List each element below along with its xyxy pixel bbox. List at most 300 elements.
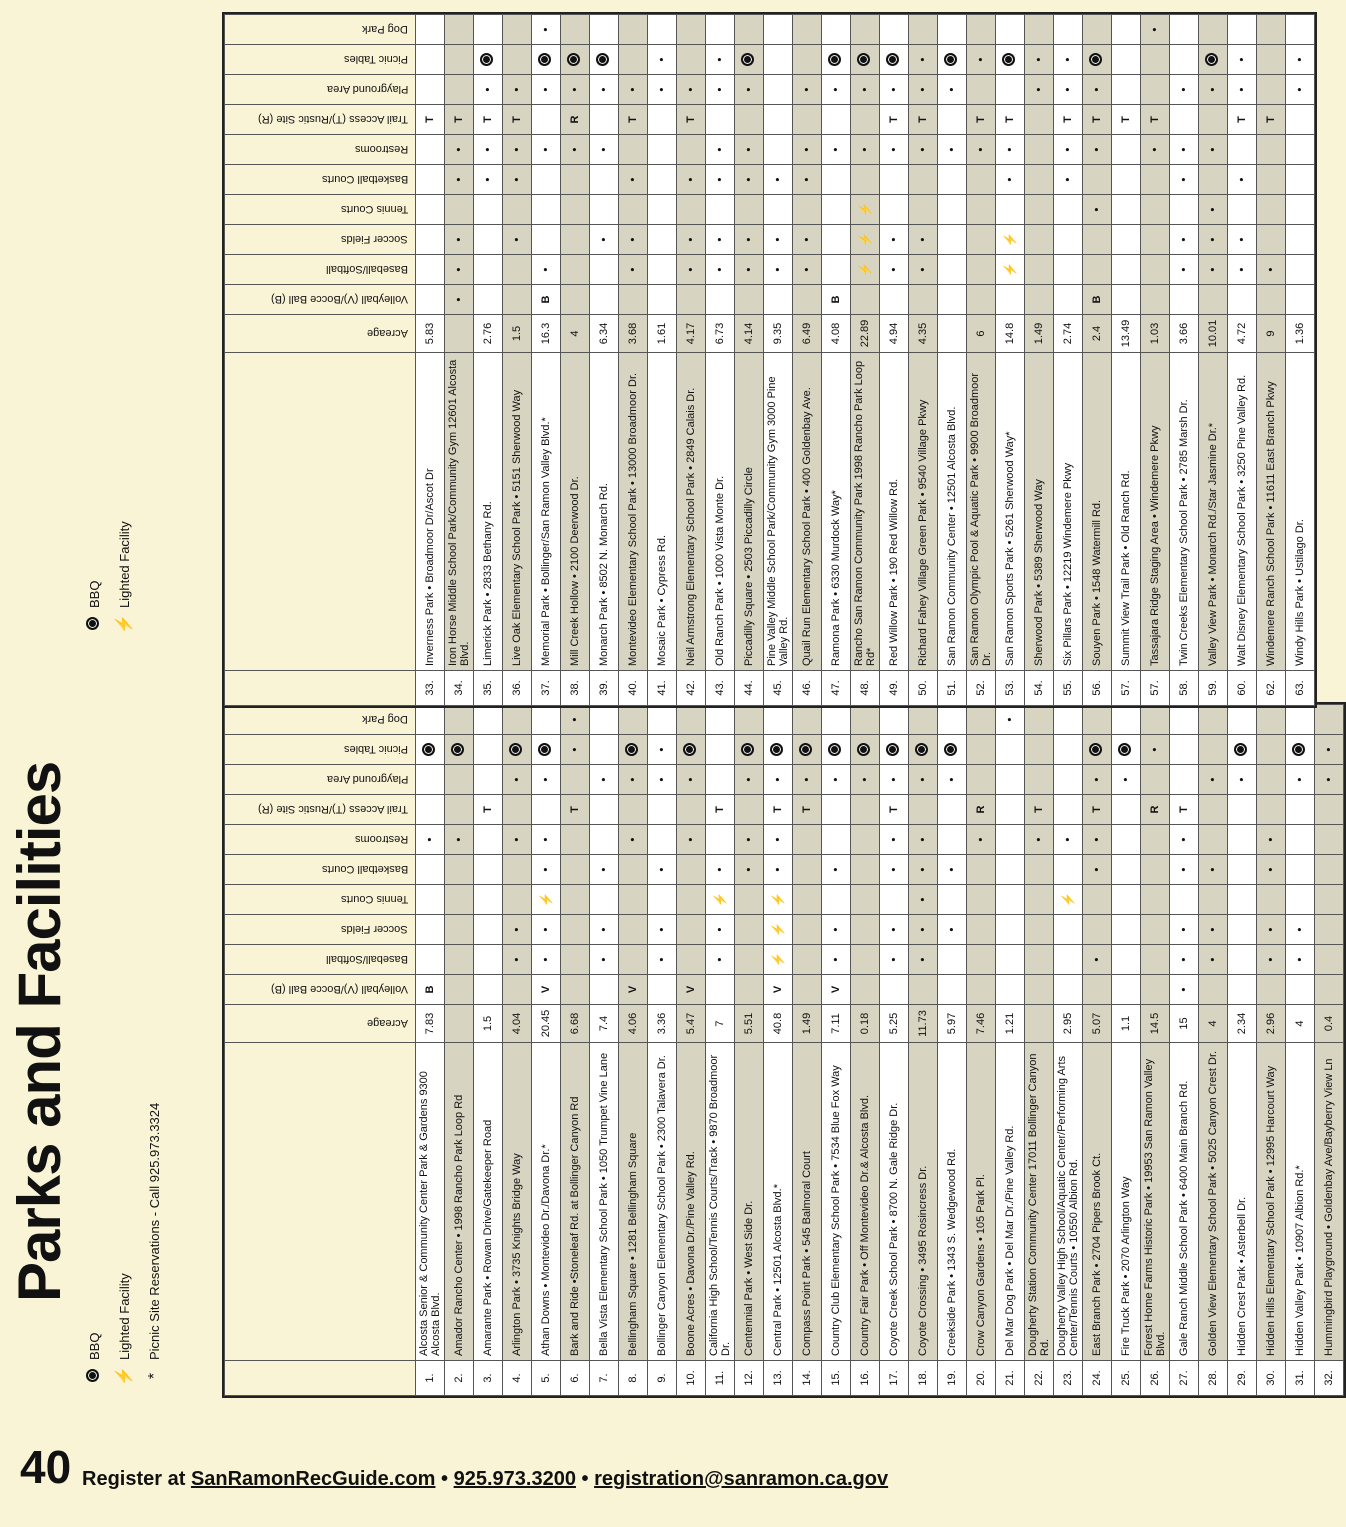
facility-cell (996, 885, 1025, 915)
table-row (590, 15, 619, 706)
footer-site-link[interactable]: SanRamonRecGuide.com (190, 1468, 436, 1490)
facility-cell: T (416, 105, 445, 135)
facility-cell (416, 45, 445, 75)
facility-cell (996, 915, 1025, 945)
facility-cell: • (1228, 765, 1257, 795)
facility-cell (996, 735, 1025, 765)
facility-cell (735, 15, 764, 45)
acreage-cell: 3.36 (648, 1005, 677, 1043)
facility-cell (909, 195, 938, 225)
facility-cell (1228, 195, 1257, 225)
facility-cell: • (1257, 915, 1286, 945)
facility-cell: • (532, 15, 561, 45)
facility-cell (416, 885, 445, 915)
facility-cell (416, 135, 445, 165)
acreage-cell: 6.73 (706, 315, 735, 353)
facility-cell (938, 255, 967, 285)
row-number: 62. (1257, 671, 1286, 706)
acreage-cell: 5.25 (880, 1005, 909, 1043)
facility-cell (1257, 75, 1286, 105)
column-header-label: Volleyball (V)/Bocce Ball (B) (271, 293, 408, 306)
facility-cell (445, 45, 474, 75)
park-name: Ramona Park • 6330 Murdock Way* (822, 353, 851, 671)
facility-cell: • (1286, 45, 1315, 75)
facility-cell (822, 225, 851, 255)
acreage-cell: 13.49 (1112, 315, 1141, 353)
facility-cell: • (648, 915, 677, 945)
park-name: Neil Armstrong Elementary School Park • 2849 Calais Dr. (677, 353, 706, 671)
facility-cell (503, 285, 532, 315)
row-number: 42. (677, 671, 706, 706)
facility-cell (503, 855, 532, 885)
facility-cell (1112, 705, 1141, 735)
facility-cell (532, 705, 561, 735)
facility-cell (967, 945, 996, 975)
facility-cell: R (967, 795, 996, 825)
row-number: 43. (706, 671, 735, 706)
acreage-cell: 9 (1257, 315, 1286, 353)
facility-cell (1257, 735, 1286, 765)
facility-cell (1199, 705, 1228, 735)
facility-cell (1112, 915, 1141, 945)
facility-cell: • (503, 825, 532, 855)
facility-cell: • (967, 825, 996, 855)
facility-cell (1286, 15, 1315, 45)
facility-cell (445, 975, 474, 1005)
row-number: 25. (1112, 1361, 1141, 1396)
facility-cell (793, 285, 822, 315)
facility-cell (677, 195, 706, 225)
facility-cell: • (1199, 255, 1228, 285)
facility-cell: • (1228, 225, 1257, 255)
facility-cell: R (1141, 795, 1170, 825)
table-row (445, 705, 474, 1396)
facility-cell: B (532, 285, 561, 315)
bbq-icon (1292, 743, 1305, 756)
facility-cell (793, 15, 822, 45)
facility-cell (706, 15, 735, 45)
facility-cell (648, 795, 677, 825)
park-name: Hidden Crest Park • Asterbell Dr. (1228, 1043, 1257, 1361)
facility-cell (503, 15, 532, 45)
facility-cell (416, 735, 445, 765)
acreage-cell: 10.01 (1199, 315, 1228, 353)
facility-cell (1054, 195, 1083, 225)
facility-cell (1025, 105, 1054, 135)
park-name: Arlington Park • 3735 Knights Bridge Way (503, 1043, 532, 1361)
column-header (225, 1005, 416, 1043)
facility-cell (561, 15, 590, 45)
facility-cell (851, 855, 880, 885)
acreage-cell: 20.45 (532, 1005, 561, 1043)
park-name: Six Pillars Park • 12219 Windemere Pkwy (1054, 353, 1083, 671)
facility-cell (1286, 885, 1315, 915)
facility-cell: V (619, 975, 648, 1005)
facility-cell (938, 285, 967, 315)
facility-cell (764, 705, 793, 735)
facility-cell (1170, 735, 1199, 765)
facility-cell (561, 885, 590, 915)
column-header (225, 855, 416, 885)
park-name: Del Mar Dog Park • Del Mar Dr./Pine Valley Rd. (996, 1043, 1025, 1361)
facility-cell: • (938, 915, 967, 945)
facility-cell (474, 15, 503, 45)
facility-cell (909, 165, 938, 195)
facility-cell: • (1315, 765, 1344, 795)
facility-cell (1199, 165, 1228, 195)
facility-cell (706, 285, 735, 315)
acreage-cell: 7.11 (822, 1005, 851, 1043)
facility-cell (1286, 705, 1315, 735)
table-row (909, 15, 938, 706)
table-row (532, 15, 561, 706)
row-number: 1. (416, 1361, 445, 1396)
lightning-icon: ⚡ (771, 952, 785, 967)
row-number: 18. (909, 1361, 938, 1396)
acreage-cell: 4.72 (1228, 315, 1257, 353)
facility-cell: • (1199, 915, 1228, 945)
facility-cell (619, 135, 648, 165)
facility-cell (1257, 975, 1286, 1005)
facility-cell (1141, 915, 1170, 945)
facility-cell: • (909, 855, 938, 885)
facility-cell: • (764, 825, 793, 855)
bbq-icon (480, 53, 493, 66)
facility-cell: • (648, 45, 677, 75)
acreage-cell: 1.1 (1112, 1005, 1141, 1043)
facility-cell (1286, 285, 1315, 315)
facility-cell: • (532, 765, 561, 795)
facility-cell (1315, 795, 1344, 825)
facility-cell: B (416, 975, 445, 1005)
facility-cell (561, 915, 590, 945)
facility-cell: • (561, 75, 590, 105)
facility-cell: • (1199, 195, 1228, 225)
facility-cell (1257, 705, 1286, 735)
table-row (1257, 705, 1286, 1396)
facility-cell: T (1257, 105, 1286, 135)
park-name: Summit View Trail Park • Old Ranch Rd. (1112, 353, 1141, 671)
facility-cell (677, 885, 706, 915)
facility-cell (967, 75, 996, 105)
facility-cell (648, 975, 677, 1005)
bbq-icon (886, 53, 899, 66)
facility-cell: • (590, 75, 619, 105)
table-row (1286, 705, 1315, 1396)
facility-cell: T (1083, 795, 1112, 825)
column-header (225, 45, 416, 75)
acreage-cell: 3.66 (1170, 315, 1199, 353)
facility-cell (938, 105, 967, 135)
facility-cell (590, 255, 619, 285)
table-row (445, 15, 474, 706)
park-name: Old Ranch Park • 1000 Vista Monte Dr. (706, 353, 735, 671)
row-number: 41. (648, 671, 677, 706)
facility-cell: • (503, 225, 532, 255)
column-header (225, 735, 416, 765)
facility-cell (1257, 225, 1286, 255)
table-row (648, 15, 677, 706)
footer-phone[interactable]: 925.973.3200 (453, 1468, 576, 1490)
facility-cell (1112, 255, 1141, 285)
legend-label: Lighted Facility (117, 1273, 132, 1360)
facility-cell (1199, 825, 1228, 855)
table-row (1025, 15, 1054, 706)
row-number: 39. (590, 671, 619, 706)
facility-cell: • (648, 735, 677, 765)
facility-cell (851, 795, 880, 825)
bbq-icon (596, 53, 609, 66)
facility-cell: • (677, 225, 706, 255)
park-name: Piccadilly Square • 2503 Piccadilly Circle (735, 353, 764, 671)
facility-cell (1025, 765, 1054, 795)
row-number: 40. (619, 671, 648, 706)
facility-cell (1228, 855, 1257, 885)
facility-cell (416, 795, 445, 825)
facility-cell (851, 885, 880, 915)
facility-cell (764, 75, 793, 105)
facility-cell (793, 195, 822, 225)
facility-cell: T (619, 105, 648, 135)
facility-cell (416, 75, 445, 105)
facility-cell (590, 885, 619, 915)
facility-cell: • (1199, 225, 1228, 255)
facility-cell (1025, 195, 1054, 225)
facility-cell (1286, 735, 1315, 765)
acreage-cell: 4.08 (822, 315, 851, 353)
facility-cell: • (822, 915, 851, 945)
facility-cell: • (909, 915, 938, 945)
park-name: Montevideo Elementary School Park • 13000 Broadmoor Dr. (619, 353, 648, 671)
acreage-cell: 22.89 (851, 315, 880, 353)
footer-register-text: Register at (82, 1468, 186, 1490)
facility-cell (1286, 135, 1315, 165)
facility-cell (706, 105, 735, 135)
facility-cell (1054, 705, 1083, 735)
facility-cell: • (503, 915, 532, 945)
facility-cell (445, 795, 474, 825)
facility-cell (1141, 825, 1170, 855)
facility-cell: T (1025, 795, 1054, 825)
facility-cell (996, 825, 1025, 855)
facility-cell (474, 945, 503, 975)
header-blank (225, 1361, 416, 1396)
facility-cell (822, 105, 851, 135)
facility-cell (1112, 285, 1141, 315)
row-number: 7. (590, 1361, 619, 1396)
bbq-icon (886, 743, 899, 756)
acreage-cell: 6.34 (590, 315, 619, 353)
park-name: Athan Downs • Montevideo Dr./Davona Dr.* (532, 1043, 561, 1361)
facility-cell: • (822, 75, 851, 105)
facility-cell (503, 735, 532, 765)
facility-cell: • (1083, 75, 1112, 105)
facility-cell (503, 45, 532, 75)
facility-cell (851, 165, 880, 195)
facility-cell (851, 225, 880, 255)
facility-cell (735, 105, 764, 135)
facility-cell (474, 885, 503, 915)
facility-cell: • (1228, 45, 1257, 75)
park-name: Bark and Ride •Stoneleaf Rd. at Bollinger Canyon Rd (561, 1043, 590, 1361)
acreage-cell: 4.17 (677, 315, 706, 353)
table-row (1170, 15, 1199, 706)
facility-cell (1228, 885, 1257, 915)
park-name: Rancho San Ramon Community Park 1998 Rancho Park Loop Rd* (851, 353, 880, 671)
bbq-icon (799, 743, 812, 756)
table-row (1199, 15, 1228, 706)
facility-cell (735, 975, 764, 1005)
facility-cell: • (1083, 195, 1112, 225)
table-row (590, 705, 619, 1396)
facility-cell: • (1025, 45, 1054, 75)
facility-cell (706, 975, 735, 1005)
facility-cell (1199, 735, 1228, 765)
facility-cell (1228, 285, 1257, 315)
facility-cell (967, 165, 996, 195)
facility-cell: • (474, 135, 503, 165)
table-row (1199, 705, 1228, 1396)
facility-cell: T (1083, 105, 1112, 135)
facility-cell: • (590, 915, 619, 945)
facility-cell: • (1054, 75, 1083, 105)
facility-cell: • (619, 825, 648, 855)
lightning-icon: ⚡ (1003, 232, 1017, 247)
table-row (648, 705, 677, 1396)
facility-cell (1228, 825, 1257, 855)
facility-cell (1315, 915, 1344, 945)
facility-cell (648, 135, 677, 165)
facility-cell (880, 885, 909, 915)
bbq-icon (422, 743, 435, 756)
facility-cell: • (735, 765, 764, 795)
column-header-label: Trail Access (T)/Rustic Site (R) (258, 113, 408, 126)
row-number: 27. (1170, 1361, 1199, 1396)
facility-cell: • (938, 765, 967, 795)
facility-cell (938, 885, 967, 915)
row-number: 31. (1286, 1361, 1315, 1396)
facility-cell (735, 45, 764, 75)
facility-cell: • (1083, 765, 1112, 795)
header-blank (225, 353, 416, 671)
table-row (851, 15, 880, 706)
facility-cell (1141, 975, 1170, 1005)
park-name: Forest Home Farms Historic Park • 19953 San Ramon Valley Blvd. (1141, 1043, 1170, 1361)
facility-cell (1054, 885, 1083, 915)
facility-cell (648, 165, 677, 195)
bbq-icon (683, 743, 696, 756)
bbq-icon (80, 1360, 110, 1392)
table-row (1025, 705, 1054, 1396)
row-number: 20. (967, 1361, 996, 1396)
facility-cell (996, 765, 1025, 795)
facility-cell (764, 945, 793, 975)
facility-cell (967, 255, 996, 285)
facility-cell (822, 795, 851, 825)
facility-cell (1112, 165, 1141, 195)
acreage-cell: 1.21 (996, 1005, 1025, 1043)
facility-cell: • (532, 945, 561, 975)
facility-cell: • (1199, 765, 1228, 795)
legend-label: BBQ (87, 1332, 102, 1360)
header-blank (225, 671, 416, 706)
facility-cell: • (851, 75, 880, 105)
facility-cell (938, 975, 967, 1005)
column-header (225, 285, 416, 315)
table-row (1257, 15, 1286, 706)
facility-cell (503, 195, 532, 225)
facility-cell (677, 855, 706, 885)
facility-cell (1054, 945, 1083, 975)
table-row (1170, 705, 1199, 1396)
facility-cell (735, 285, 764, 315)
facility-cell (967, 195, 996, 225)
facility-cell (619, 195, 648, 225)
facility-cell: • (416, 825, 445, 855)
facility-cell (909, 975, 938, 1005)
facility-cell (561, 165, 590, 195)
table-row (1083, 705, 1112, 1396)
row-number: 37. (532, 671, 561, 706)
facility-cell: • (1054, 165, 1083, 195)
lightning-icon: ⚡ (1003, 262, 1017, 277)
facility-cell: • (590, 855, 619, 885)
facility-cell: • (706, 135, 735, 165)
facility-cell: • (561, 705, 590, 735)
facility-cell (532, 105, 561, 135)
column-header-label: Picnic Tables (344, 743, 408, 756)
facility-cell: • (445, 255, 474, 285)
facility-cell (735, 795, 764, 825)
facility-cell (1286, 195, 1315, 225)
facility-cell: • (1170, 165, 1199, 195)
facility-cell (851, 825, 880, 855)
column-header-label: Tennis Courts (340, 203, 408, 216)
facility-cell: • (619, 165, 648, 195)
facility-cell (648, 285, 677, 315)
facility-cell (1228, 915, 1257, 945)
table-row (416, 705, 445, 1396)
table-row (1141, 705, 1170, 1396)
facility-cell (590, 975, 619, 1005)
facility-cell (416, 855, 445, 885)
facility-cell (474, 225, 503, 255)
facility-cell (532, 165, 561, 195)
facility-cell (1170, 45, 1199, 75)
facility-cell (1025, 855, 1054, 885)
facility-cell (503, 705, 532, 735)
facility-cell: V (764, 975, 793, 1005)
facility-cell (1286, 105, 1315, 135)
facility-cell (735, 705, 764, 735)
facility-cell (590, 105, 619, 135)
facility-cell (1141, 195, 1170, 225)
facility-cell: • (793, 165, 822, 195)
facility-cell (1112, 855, 1141, 885)
facility-cell (967, 975, 996, 1005)
facility-cell (648, 15, 677, 45)
facility-cell (793, 705, 822, 735)
facility-cell (996, 195, 1025, 225)
park-name: Gale Ranch Middle School Park • 6400 Main Branch Rd. (1170, 1043, 1199, 1361)
acreage-cell (1025, 1005, 1054, 1043)
facility-cell (1112, 195, 1141, 225)
footer-email-link[interactable]: registration@sanramon.ca.gov (594, 1468, 889, 1490)
facility-cell: • (677, 255, 706, 285)
park-name: Monarch Park • 8502 N. Monarch Rd. (590, 353, 619, 671)
facility-cell (1112, 945, 1141, 975)
facility-cell: • (996, 135, 1025, 165)
